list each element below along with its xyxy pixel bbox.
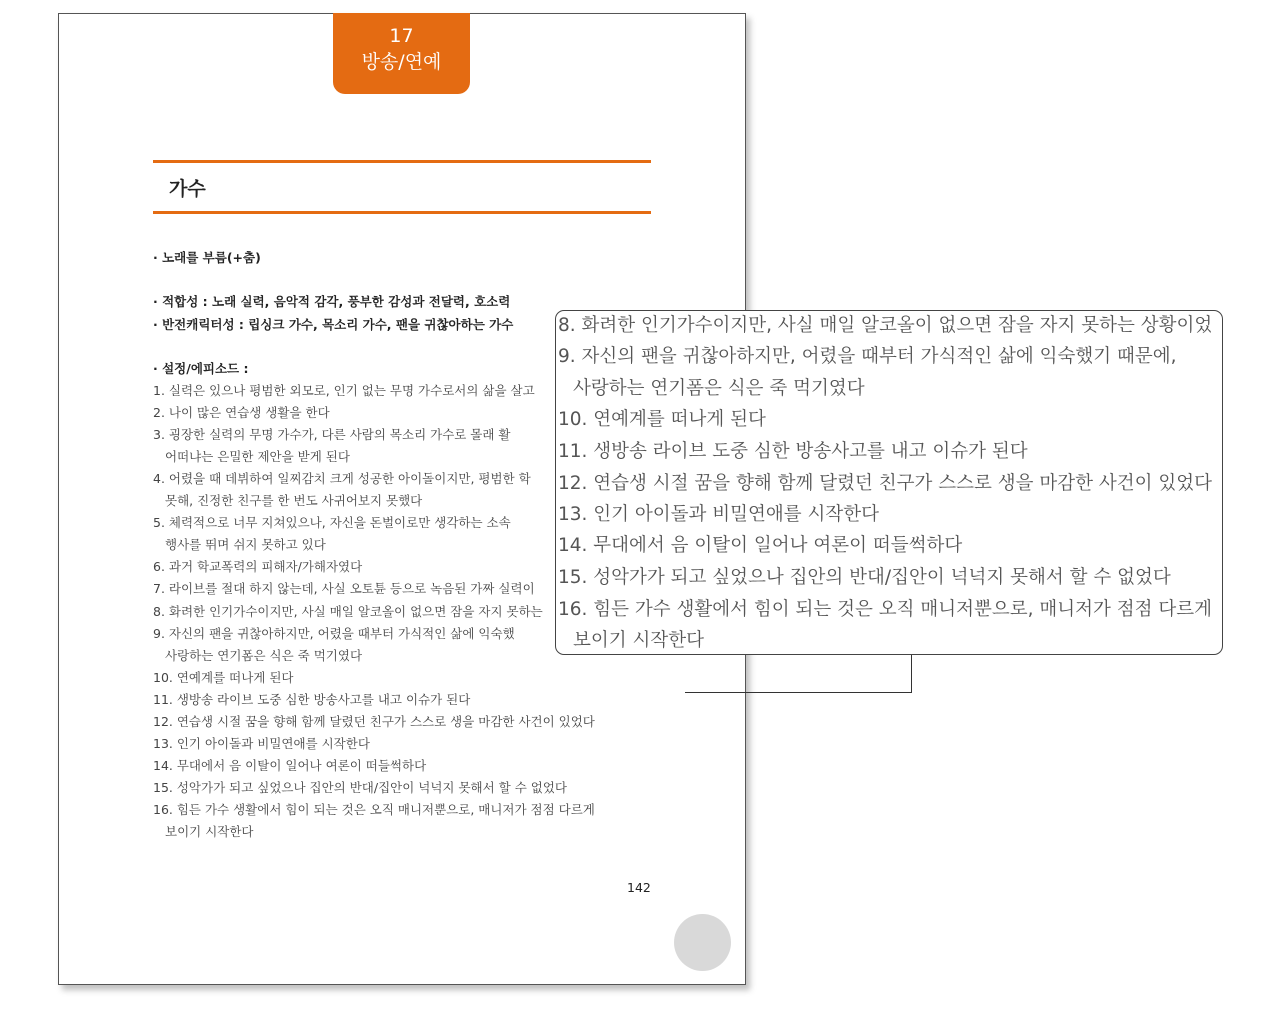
episode-line: 보이기 시작한다 xyxy=(165,824,254,839)
zoom-line: 12. 연습생 시절 꿈을 향해 함께 달렸던 친구가 스스로 생을 마감한 사건이 있었다 xyxy=(558,473,1212,494)
episode-line: 13. 인기 아이돌과 비밀연애를 시작한다 xyxy=(153,736,370,751)
zoom-line: 사랑하는 연기폼은 식은 죽 먹기였다 xyxy=(573,378,865,399)
callout-connector xyxy=(911,654,912,693)
episode-line: 어떠냐는 은밀한 제안을 받게 된다 xyxy=(165,449,350,464)
episode-line: 2. 나이 많은 연습생 생활을 한다 xyxy=(153,405,330,420)
category-tab xyxy=(333,13,470,94)
episode-line: 15. 성악가가 되고 싶었으나 집안의 반대/집안이 넉넉지 못해서 할 수 없었다 xyxy=(153,780,568,795)
page-corner-circle xyxy=(674,914,731,971)
page-number: 142 xyxy=(627,880,651,895)
title-rule-top xyxy=(153,160,651,163)
episode-line: 10. 연예계를 떠나게 된다 xyxy=(153,670,294,685)
episode-line: 5. 체력적으로 너무 지쳐있으나, 자신을 돈벌이로만 생각하는 소속 xyxy=(153,515,511,530)
zoom-line: 14. 무대에서 음 이탈이 일어나 여론이 떠들썩하다 xyxy=(558,535,963,556)
zoom-line: 13. 인기 아이돌과 비밀연애를 시작한다 xyxy=(558,504,880,525)
zoom-line: 15. 성악가가 되고 싶었으나 집안의 반대/집안이 넉넉지 못해서 할 수 없었다 xyxy=(558,567,1171,588)
zoom-line: 10. 연예계를 떠나게 된다 xyxy=(558,409,766,430)
episode-line: 11. 생방송 라이브 도중 심한 방송사고를 내고 이슈가 된다 xyxy=(153,692,471,707)
episode-line: 16. 힘든 가수 생활에서 힘이 되는 것은 오직 매니저뿐으로, 매니저가 점점 다르게 xyxy=(153,802,595,817)
episode-line: 6. 과거 학교폭력의 피해자/가해자였다 xyxy=(153,559,363,574)
episode-line: 7. 라이브를 절대 하지 않는데, 사실 오토튠 등으로 녹음된 가짜 실력이 xyxy=(153,581,535,596)
episode-line: 9. 자신의 팬을 귀찮아하지만, 어렸을 때부터 가식적인 삶에 익숙했 xyxy=(153,626,515,641)
chapter-number: 17 xyxy=(389,25,414,47)
twist-character-line: · 반전캐릭터성 : 립싱크 가수, 목소리 가수, 팬을 귀찮아하는 가수 xyxy=(153,317,514,332)
zoom-callout xyxy=(555,310,1223,655)
episode-line: 1. 실력은 있으나 평범한 외모로, 인기 없는 무명 가수로서의 삶을 살고 xyxy=(153,383,535,398)
zoom-line: 8. 화려한 인기가수이지만, 사실 매일 알코올이 없으면 잠을 자지 못하는 상황이었 xyxy=(558,315,1213,336)
suitability-line: · 적합성 : 노래 실력, 음악적 감각, 풍부한 감성과 전달력, 호소력 xyxy=(153,294,511,309)
zoom-line: 보이기 시작한다 xyxy=(573,630,704,651)
zoom-line: 11. 생방송 라이브 도중 심한 방송사고를 내고 이슈가 된다 xyxy=(558,441,1028,462)
episodes-heading: · 설정/에피소드 : xyxy=(153,361,249,376)
episode-line: 4. 어렸을 때 데뷔하여 일찌감치 크게 성공한 아이돌이지만, 평범한 학 xyxy=(153,471,531,486)
description-line: · 노래를 부름(+춤) xyxy=(153,250,261,265)
zoom-line: 16. 힘든 가수 생활에서 힘이 되는 것은 오직 매니저뿐으로, 매니저가 점점 다르게 xyxy=(558,599,1212,620)
episode-line: 행사를 뛰며 쉬지 못하고 있다 xyxy=(165,537,326,552)
episode-line: 12. 연습생 시절 꿈을 향해 함께 달렸던 친구가 스스로 생을 마감한 사건이 있었다 xyxy=(153,714,595,729)
zoom-line: 9. 자신의 팬을 귀찮아하지만, 어렸을 때부터 가식적인 삶에 익숙했기 때문에, xyxy=(558,346,1177,367)
title-rule-bottom xyxy=(153,211,651,214)
episode-line: 사랑하는 연기폼은 식은 죽 먹기였다 xyxy=(165,648,363,663)
job-title: 가수 xyxy=(169,178,206,200)
episode-line: 8. 화려한 인기가수이지만, 사실 매일 알코올이 없으면 잠을 자지 못하는 xyxy=(153,604,543,619)
episode-line: 14. 무대에서 음 이탈이 일어나 여론이 떠들썩하다 xyxy=(153,758,427,773)
episode-line: 못해, 진정한 친구를 한 번도 사귀어보지 못했다 xyxy=(165,493,423,508)
callout-connector xyxy=(685,692,912,693)
chapter-category: 방송/연예 xyxy=(361,51,442,73)
episode-line: 3. 굉장한 실력의 무명 가수가, 다른 사람의 목소리 가수로 몰래 활 xyxy=(153,427,511,442)
